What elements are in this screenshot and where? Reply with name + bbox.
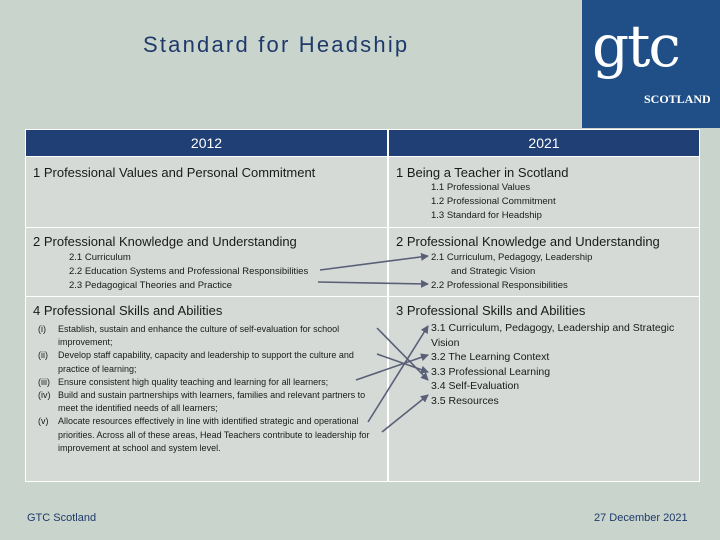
list-item: 2.1 Curriculum: [69, 252, 131, 263]
arrow-v-to-3-5: [382, 395, 428, 432]
list-item: 2.2 Education Systems and Professional Responsibilities: [69, 266, 309, 277]
list-item: (v) Allocate resources effectively in line with identified strategic and operational priorities. Across all of these areas, Head Teachers contribute to leadership for improvement at school and system level.: [38, 416, 370, 453]
section-heading-2021-1: 1 Being a Teacher in Scotland: [396, 165, 569, 180]
list-item: 1.1 Professional Values: [431, 182, 531, 193]
list-item: 3.2 The Learning Context: [431, 351, 550, 363]
section-heading-2012-1: 1 Professional Values and Personal Commitment: [33, 165, 316, 180]
list-item: (iii) Ensure consistent high quality teaching and learning for all learners;: [38, 376, 329, 387]
footer-left: GTC Scotland: [27, 512, 97, 524]
arrow-2-2-to-2-1: [320, 256, 428, 270]
list-item: (iv) Build and sustain partnerships with learners, families and relevant partners to meet the identified needs of all learners;: [38, 390, 366, 414]
list-item: 2.2 Professional Responsibilities: [431, 280, 568, 291]
page-title: Standard for Headship: [143, 32, 410, 57]
list-item: (ii) Develop staff capability, capacity and leadership to support the culture and practice of learning;: [38, 350, 354, 374]
section-heading-2021-2: 2 Professional Knowledge and Understanding: [396, 234, 660, 249]
list-item: 2.3 Pedagogical Theories and Practice: [69, 280, 233, 291]
list-item: 1.2 Professional Commitment: [431, 196, 556, 207]
arrow-iv-to-3-1: [368, 326, 428, 422]
logo-main: gtc: [592, 12, 679, 80]
list-item: 3.1 Curriculum, Pedagogy, Leadership and Strategic Vision: [431, 322, 675, 349]
column-header-2012: 2012: [25, 129, 388, 157]
section-heading-2012-2: 2 Professional Knowledge and Understanding: [33, 234, 297, 249]
footer-date: 27 December 2021: [594, 512, 688, 524]
list-item: 3.3 Professional Learning: [431, 365, 551, 378]
list-item: 3.4 Self-Evaluation: [431, 380, 520, 392]
section-heading-2021-3: 3 Professional Skills and Abilities: [396, 303, 586, 318]
logo-sub: SCOTLAND: [644, 92, 711, 106]
arrow-i-to-3-4: [377, 328, 428, 380]
column-header-2021: 2021: [388, 129, 700, 157]
list-item: 2.1 Curriculum, Pedagogy, Leadership: [431, 252, 593, 263]
list-item: 1.3 Standard for Headship: [431, 210, 542, 221]
list-item: 3.5 Resources: [431, 394, 499, 407]
list-item-continuation: and Strategic Vision: [451, 266, 536, 277]
section-heading-2012-3: 4 Professional Skills and Abilities: [33, 303, 223, 318]
arrow-2-3-to-2-2: [318, 282, 428, 284]
list-item: (i) Establish, sustain and enhance the culture of self-evaluation for school improvement;: [38, 324, 340, 348]
